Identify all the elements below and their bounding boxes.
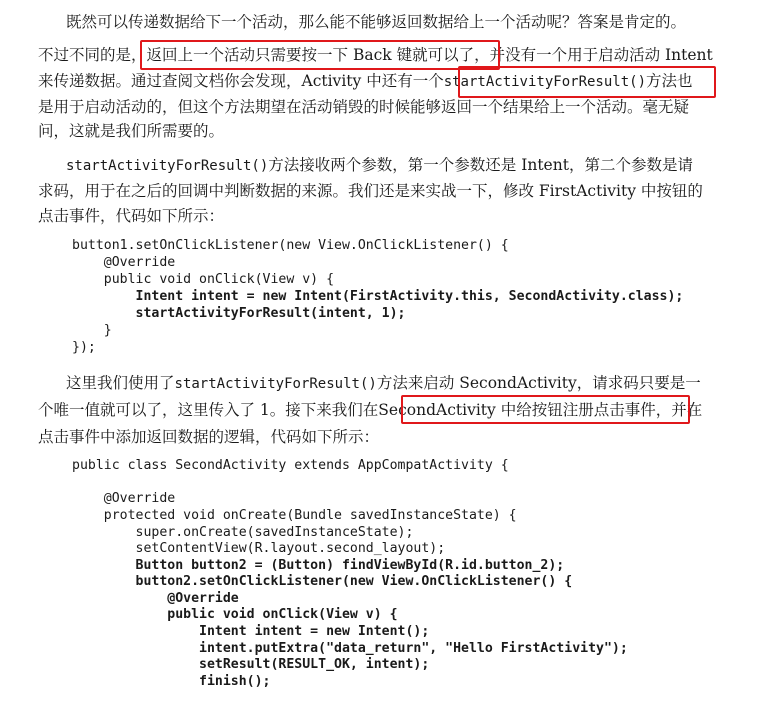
code-line: startActivityForResult(intent, 1); bbox=[72, 306, 406, 321]
paragraph-3-line-1 bbox=[66, 373, 701, 393]
code-line: public void onClick(View v) { bbox=[72, 607, 398, 622]
code-line: @Override bbox=[72, 491, 176, 506]
inline-code: startActivityForResult() bbox=[174, 376, 377, 392]
code-line: } bbox=[72, 323, 112, 338]
code-line: super.onCreate(savedInstanceState); bbox=[72, 525, 414, 540]
text-span: 来传递数据。通过查阅文档你会发现，Activity 中还有一个 bbox=[38, 72, 444, 90]
code-line: public class SecondActivity extends AppCompatActivity { bbox=[72, 458, 509, 473]
code-line: setContentView(R.layout.second_layout); bbox=[72, 541, 446, 556]
text-span: 并没有一个用于启动活动 Intent bbox=[489, 46, 713, 64]
code-line: button2.setOnClickListener(new View.OnClickListener() { bbox=[72, 574, 573, 589]
code-line: Intent intent = new Intent(FirstActivity.this, SecondActivity.class); bbox=[72, 289, 684, 304]
text-span: 不过不同的是， bbox=[38, 46, 147, 64]
inline-code: startActivityForResult() bbox=[66, 158, 269, 174]
paragraph-1-line-4: 是用于启动活动的，但这个方法期望在活动销毁的时候能够返回一个结果给上一个活动。毫无疑 bbox=[38, 98, 690, 116]
paragraph-3-line-3: 点击事件中添加返回数据的逻辑，代码如下所示： bbox=[38, 428, 380, 446]
code-line: button1.setOnClickListener(new View.OnClickListener() { bbox=[72, 238, 509, 253]
code-line: public void onClick(View v) { bbox=[72, 272, 335, 287]
code-line: protected void onCreate(Bundle savedInstanceState) { bbox=[72, 508, 517, 523]
text-span: 方法也 bbox=[646, 72, 693, 90]
paragraph-2-line-2: 求码，用于在之后的回调中判断数据的来源。我们还是来实战一下，修改 FirstActivity 中按钮的 bbox=[38, 182, 703, 200]
text-span: 个唯一值就可以了，这里传入了 1。接下来我们在 bbox=[38, 401, 379, 419]
code-line: @Override bbox=[72, 591, 239, 606]
code-line: Button button2 = (Button) findViewById(R.id.button_2); bbox=[72, 558, 565, 573]
code-line: }); bbox=[72, 340, 96, 355]
text-span: 方法来启动 SecondActivity，请求码只要是一 bbox=[376, 374, 701, 392]
paragraph-1-line-5: 问，这就是我们所需要的。 bbox=[38, 122, 225, 140]
code-line: @Override bbox=[72, 255, 176, 270]
code-line: setResult(RESULT_OK, intent); bbox=[72, 657, 430, 672]
paragraph-1-line-2 bbox=[38, 45, 713, 65]
paragraph-3-line-2 bbox=[38, 400, 702, 420]
paragraph-1-line-3 bbox=[38, 71, 693, 91]
text-span: 并在 bbox=[671, 401, 703, 419]
paragraph-1-line-1: 既然可以传递数据给下一个活动，那么能不能够返回数据给上一个活动呢？答案是肯定的。 bbox=[66, 13, 687, 31]
code-line: Intent intent = new Intent(); bbox=[72, 624, 430, 639]
code-line: finish(); bbox=[72, 674, 271, 689]
highlighted-text: SecondActivity 中给按钮注册点击事件， bbox=[378, 401, 672, 419]
paragraph-2-line-1 bbox=[66, 155, 693, 175]
text-span: 这里我们使用了 bbox=[66, 374, 175, 392]
text-span: 方法接收两个参数，第一个参数还是 Intent，第二个参数是请 bbox=[268, 156, 693, 174]
inline-code: startActivityForResult() bbox=[443, 74, 646, 90]
paragraph-2-line-3: 点击事件，代码如下所示： bbox=[38, 207, 225, 225]
code-line: intent.putExtra("data_return", "Hello FirstActivity"); bbox=[72, 641, 628, 656]
highlighted-text: 返回上一个活动只需要按一下 Back 键就可以了， bbox=[146, 46, 490, 64]
